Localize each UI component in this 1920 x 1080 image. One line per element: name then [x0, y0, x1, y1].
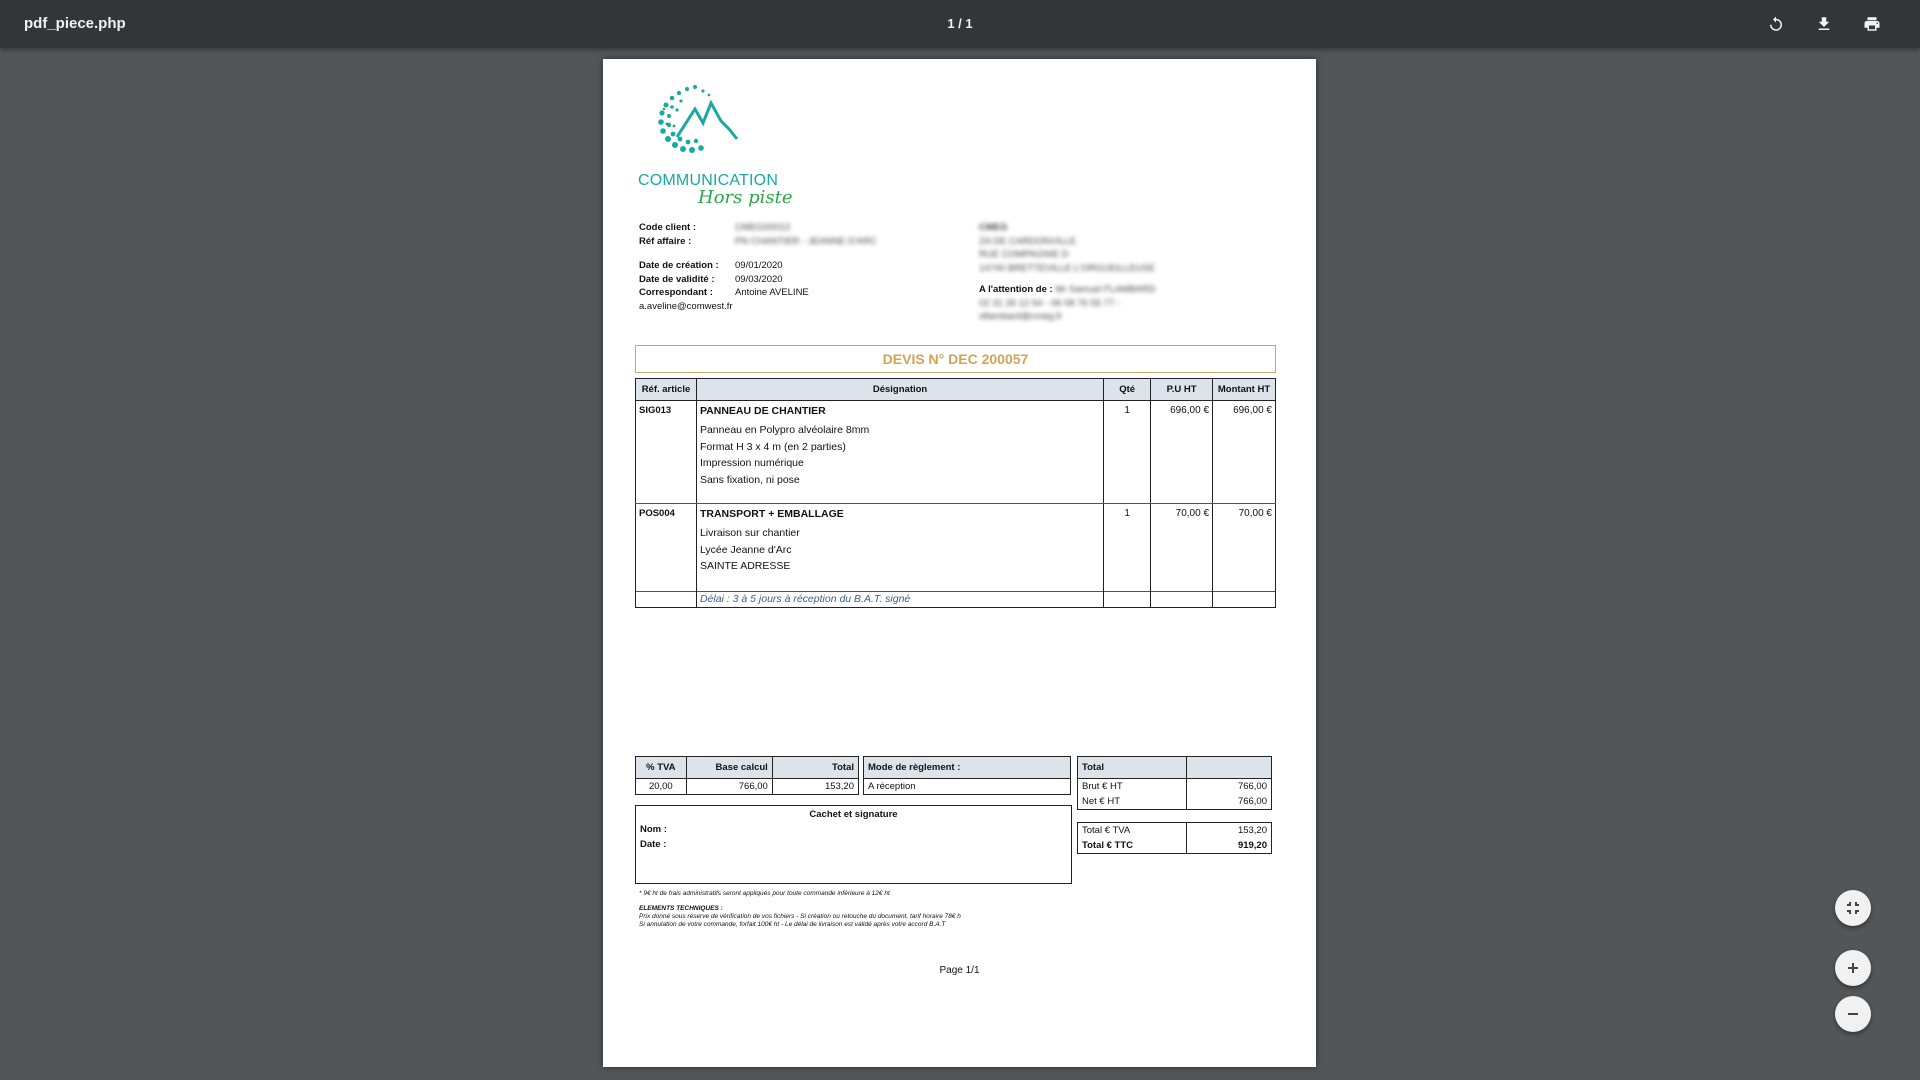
totals-header: Total [1078, 757, 1187, 779]
correspondant-email: a.aveline@comwest.fr [639, 300, 733, 312]
reglement-value: A réception [864, 779, 1071, 795]
item-ref: POS004 [636, 504, 697, 592]
zoom-in-button[interactable] [1835, 950, 1871, 986]
zoom-out-icon [1845, 1006, 1861, 1022]
recipient-address-2: RUE COMPAGNIE D [979, 249, 1069, 260]
tva-total: 153,20 [772, 779, 858, 795]
item-qty: 1 [1104, 401, 1151, 504]
item-line: Lycée Jeanne d'Arc [699, 543, 792, 556]
note-line: Prix donné sous réserve de vérification de vos fichiers - Si création ou retouche du document, tarif horaire 78€ h [639, 913, 961, 920]
recipient-address-1: ZA DE CARDONVILLE [979, 235, 1077, 247]
tva-header-total: Total [772, 757, 858, 779]
header-designation: Désignation [696, 379, 1103, 401]
item-montant: 696,00 € [1213, 401, 1276, 504]
logo-name: COMMUNICATION [638, 172, 779, 189]
item-title: TRANSPORT + EMBALLAGE [699, 508, 844, 520]
page-number: Page 1/1 [939, 965, 980, 976]
item-title: PANNEAU DE CHANTIER [699, 405, 826, 417]
recipient-name: CMEG [979, 222, 1008, 233]
devis-title: DEVIS N° DEC 200057 [635, 345, 1276, 373]
cachet-date-label: Date : [640, 839, 667, 850]
tva-rate: 20,00 [636, 779, 687, 795]
empty-cell [636, 592, 697, 608]
item-designation [696, 401, 1103, 504]
item-line: Livraison sur chantier [699, 527, 800, 539]
totals-header-empty [1187, 757, 1272, 779]
signature-box [635, 805, 1072, 884]
download-button[interactable] [1810, 10, 1838, 38]
recipient-info [979, 221, 1156, 324]
header-montant: Montant HT [1213, 379, 1276, 401]
logo-tagline: Hors piste [698, 187, 793, 208]
item-montant: 70,00 € [1213, 504, 1276, 592]
header-ref: Réf. article [636, 379, 697, 401]
item-qty: 1 [1104, 504, 1151, 592]
print-icon [1863, 15, 1881, 33]
note-title: ELEMENTS TECHNIQUES : [639, 905, 723, 912]
net-value: 766,00 [1187, 794, 1272, 810]
item-ref: SIG013 [636, 401, 697, 504]
ref-affaire-value: PN CHANTIER - JEANNE D'ARC [735, 235, 877, 247]
net-label: Net € HT [1078, 794, 1187, 810]
date-creation-value: 09/01/2020 [735, 260, 783, 271]
zoom-in-icon [1845, 960, 1861, 976]
footer-notes [639, 890, 1039, 929]
item-pu: 696,00 € [1151, 401, 1213, 504]
reglement-header: Mode de règlement : [864, 757, 1071, 779]
note-line: Si annulation de votre commande, forfait 100€ ht - Le délai de livraison est validé après votre accord B.A.T [639, 921, 946, 928]
print-button[interactable] [1858, 10, 1886, 38]
totals-ttc-table [1077, 822, 1272, 854]
item-pu: 70,00 € [1151, 504, 1213, 592]
total-ttc-label: Total € TTC [1078, 838, 1187, 854]
rotate-icon [1767, 15, 1785, 33]
pdf-toolbar [0, 0, 1920, 48]
total-tva-value: 153,20 [1187, 823, 1272, 839]
header-qty: Qté [1104, 379, 1151, 401]
rotate-button[interactable] [1762, 10, 1790, 38]
item-line: Sans fixation, ni pose [699, 473, 800, 486]
code-client-value: CMEG00013 [735, 222, 790, 233]
ref-affaire-label: Réf affaire : [639, 235, 692, 247]
date-validite-value: 09/03/2020 [735, 273, 783, 285]
empty-cell [1104, 592, 1151, 608]
page-indicator: 1 / 1 [947, 16, 973, 31]
recipient-email: sflambard@cmeg.fr [979, 311, 1063, 322]
table-row [636, 504, 1276, 592]
item-line: Panneau en Polypro alvéolaire 8mm [699, 424, 870, 436]
correspondant-label: Correspondant : [639, 287, 713, 298]
document-title: pdf_piece.php [24, 15, 126, 32]
items-table [635, 378, 1276, 608]
pdf-page [603, 59, 1316, 1067]
download-icon [1815, 15, 1833, 33]
table-row [636, 401, 1276, 504]
attention-value: Mr Samuel FLAMBARD [1055, 284, 1156, 295]
cachet-title: Cachet et signature [809, 809, 898, 820]
item-line: Format H 3 x 4 m (en 2 parties) [699, 440, 846, 453]
header-pu: P.U HT [1151, 379, 1213, 401]
brut-label: Brut € HT [1078, 779, 1187, 795]
fit-page-icon [1845, 900, 1861, 916]
brut-value: 766,00 [1187, 779, 1272, 795]
zoom-out-button[interactable] [1835, 996, 1871, 1032]
cachet-nom-label: Nom : [640, 824, 667, 835]
table-row [636, 592, 1276, 608]
client-info [639, 221, 877, 313]
attention-label: A l'attention de : [979, 284, 1053, 295]
totals-table [1077, 756, 1272, 810]
fit-page-button[interactable] [1835, 890, 1871, 926]
code-client-label: Code client : [639, 222, 697, 233]
item-line: Impression numérique [699, 457, 804, 469]
empty-cell [1213, 592, 1276, 608]
item-designation [696, 504, 1103, 592]
reglement-table [863, 756, 1071, 795]
recipient-address-3: 14740 BRETTEVILLE L'ORGUEILLEUSE [979, 262, 1156, 274]
date-validite-label: Date de validité : [639, 273, 715, 285]
empty-cell [1151, 592, 1213, 608]
delai-text: Délai : 3 à 5 jours à réception du B.A.T. signé [696, 592, 1103, 608]
total-ttc-value: 919,20 [1187, 838, 1272, 854]
total-tva-label: Total € TVA [1078, 823, 1187, 839]
correspondant-value: Antoine AVELINE [735, 287, 809, 298]
tva-table [635, 756, 859, 795]
date-creation-label: Date de création : [639, 260, 719, 271]
tva-header-rate: % TVA [636, 757, 687, 779]
item-line: SAINTE ADRESSE [699, 560, 791, 572]
recipient-phone: 02 31 26 12 54 - 06 08 76 55 77 - [979, 297, 1121, 309]
tva-header-base: Base calcul [686, 757, 772, 779]
tva-base: 766,00 [686, 779, 772, 795]
note-line: * 9€ ht de frais administratifs seront appliqués pour toute commande inférieure à 12€ ht [639, 890, 890, 897]
